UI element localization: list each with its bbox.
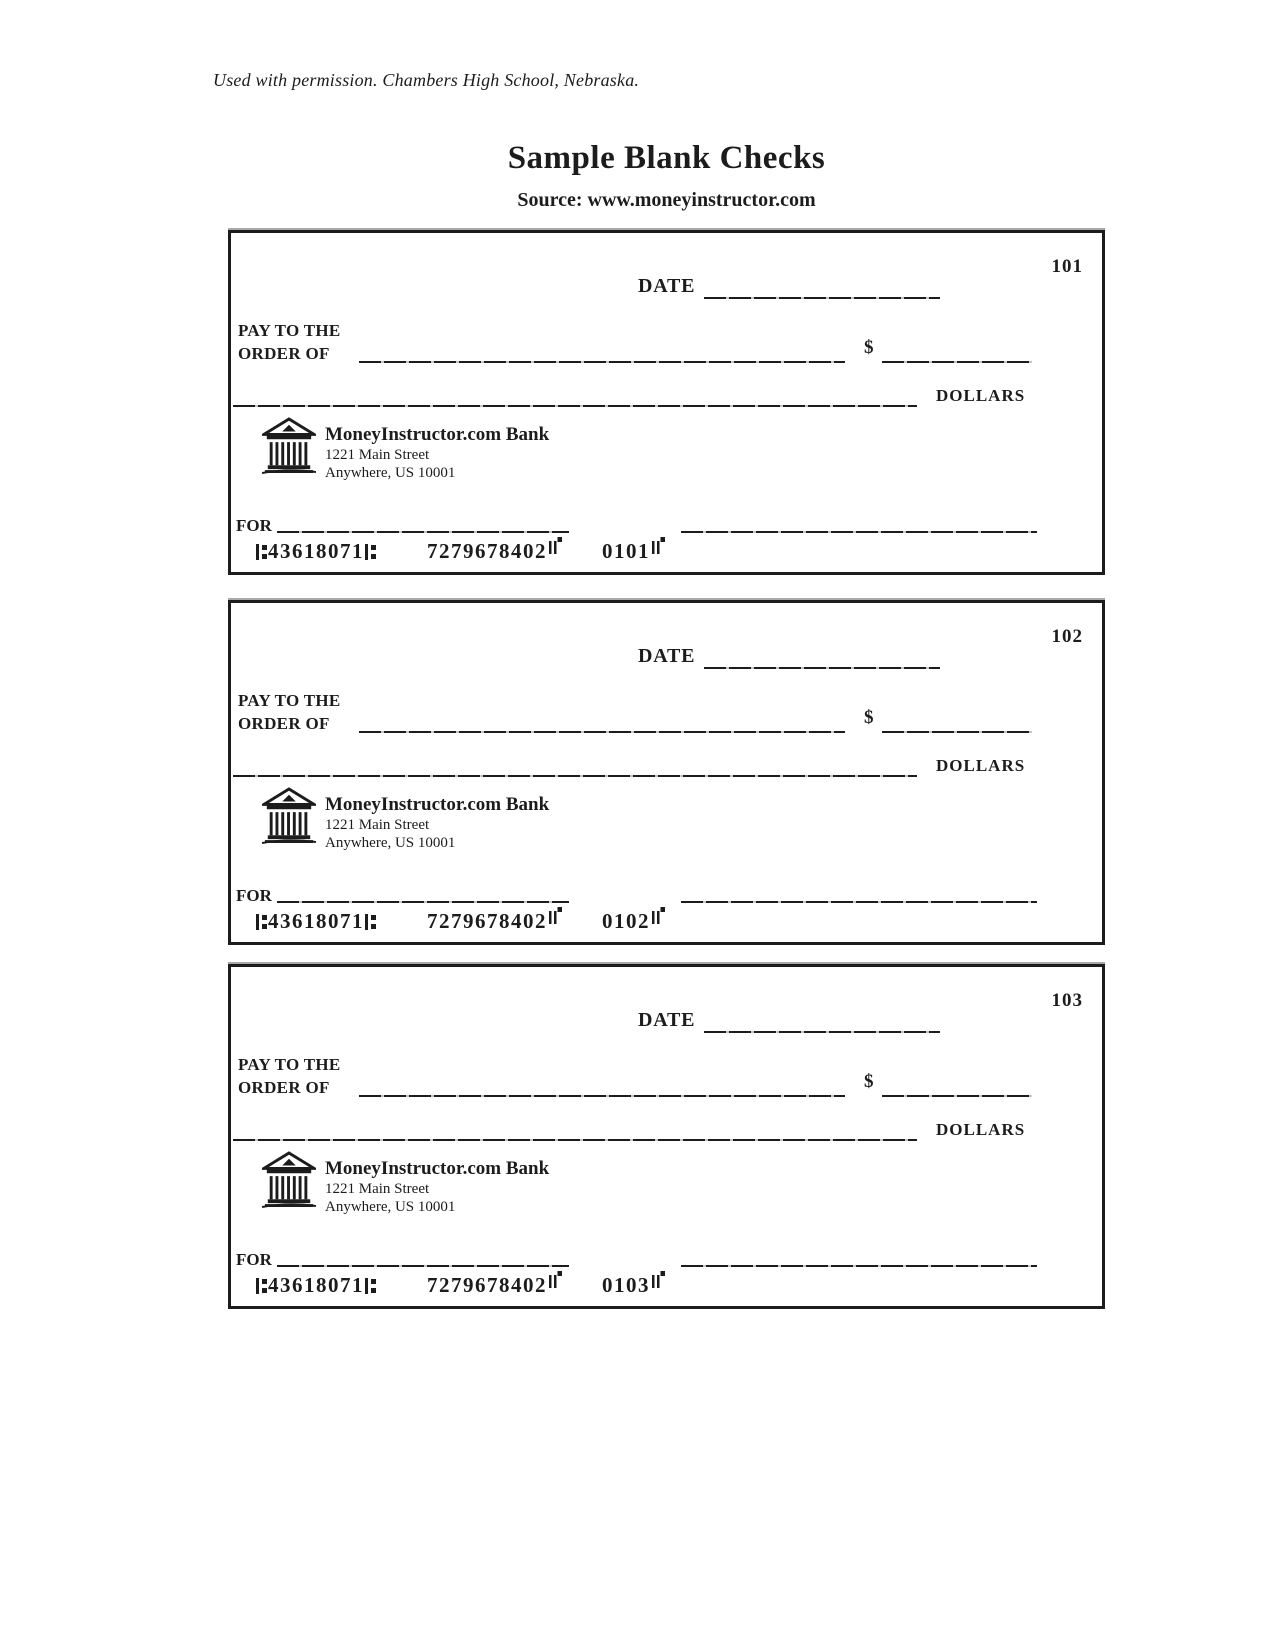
order-of-label: ORDER OF xyxy=(238,714,330,733)
memo-line xyxy=(277,881,569,903)
signature-line xyxy=(681,1245,1037,1267)
check-number: 103 xyxy=(1051,990,1083,1011)
payee-line xyxy=(359,711,845,733)
permission-note: Used with permission. Chambers High School, Nebraska. xyxy=(213,70,640,90)
micr-routing-number: 43618071 xyxy=(268,539,364,563)
bank-address-line2: Anywhere, US 10001 xyxy=(325,464,456,481)
micr-routing-number: 43618071 xyxy=(268,1273,364,1297)
amount-words-line xyxy=(233,1119,917,1141)
payee-line xyxy=(359,1075,845,1097)
dollar-sign: $ xyxy=(864,707,874,728)
micr-transit-icon xyxy=(255,1276,268,1296)
date-line xyxy=(704,277,940,299)
micr-line xyxy=(255,1273,665,1298)
check-102 xyxy=(228,600,1105,945)
order-of-label: ORDER OF xyxy=(238,1078,330,1097)
dollar-sign: $ xyxy=(864,337,874,358)
bank-address-line2: Anywhere, US 10001 xyxy=(325,834,456,851)
micr-account-number: 7279678402 xyxy=(427,539,547,563)
amount-line xyxy=(882,711,1032,733)
source-line: Source: www.moneyinstructor.com xyxy=(517,189,816,211)
micr-line xyxy=(255,909,665,934)
micr-transit-icon xyxy=(364,542,377,562)
date-line xyxy=(704,647,940,669)
micr-routing-number: 43618071 xyxy=(268,909,364,933)
micr-account-number: 7279678402 xyxy=(427,909,547,933)
micr-account-number: 7279678402 xyxy=(427,1273,547,1297)
micr-on-us-icon xyxy=(549,1271,562,1288)
micr-on-us-icon xyxy=(652,907,665,924)
date-label: DATE xyxy=(638,645,696,667)
bank-building-icon xyxy=(262,787,316,845)
signature-line xyxy=(681,881,1037,903)
pay-to-the-label: PAY TO THE xyxy=(238,321,341,340)
bank-address-line1: 1221 Main Street xyxy=(325,446,430,463)
order-of-label: ORDER OF xyxy=(238,344,330,363)
date-line xyxy=(704,1011,940,1033)
amount-words-line xyxy=(233,385,917,407)
check-103 xyxy=(228,964,1105,1309)
signature-line xyxy=(681,511,1037,533)
micr-transit-icon xyxy=(364,1276,377,1296)
bank-building-icon xyxy=(262,417,316,475)
date-label: DATE xyxy=(638,275,696,297)
dollar-sign: $ xyxy=(864,1071,874,1092)
amount-line xyxy=(882,341,1032,363)
dollars-label: DOLLARS xyxy=(936,386,1026,405)
check-number: 101 xyxy=(1051,256,1083,277)
amount-line xyxy=(882,1075,1032,1097)
bank-text xyxy=(325,417,549,482)
bank-building-icon xyxy=(262,1151,316,1209)
bank-block xyxy=(262,1151,549,1216)
page-title: Sample Blank Checks xyxy=(507,140,826,176)
bank-address-line1: 1221 Main Street xyxy=(325,1180,430,1197)
pay-to-the-label: PAY TO THE xyxy=(238,691,341,710)
amount-words-line xyxy=(233,755,917,777)
memo-line xyxy=(277,511,569,533)
bank-name: MoneyInstructor.com Bank xyxy=(325,1158,550,1179)
pay-to-the-label: PAY TO THE xyxy=(238,1055,341,1074)
dollars-label: DOLLARS xyxy=(936,1120,1026,1139)
check-101 xyxy=(228,230,1105,575)
bank-text xyxy=(325,787,549,852)
micr-on-us-icon xyxy=(549,907,562,924)
bank-text xyxy=(325,1151,549,1216)
micr-transit-icon xyxy=(255,912,268,932)
bank-address-line2: Anywhere, US 10001 xyxy=(325,1198,456,1215)
memo-label: FOR xyxy=(236,886,272,905)
micr-check-number: 0101 xyxy=(602,539,650,563)
bank-name: MoneyInstructor.com Bank xyxy=(325,794,550,815)
micr-transit-icon xyxy=(364,912,377,932)
dollars-label: DOLLARS xyxy=(936,756,1026,775)
micr-check-number: 0102 xyxy=(602,909,650,933)
micr-line xyxy=(255,539,665,564)
micr-transit-icon xyxy=(255,542,268,562)
memo-label: FOR xyxy=(236,1250,272,1269)
micr-on-us-icon xyxy=(652,537,665,554)
bank-block xyxy=(262,787,549,852)
bank-address-line1: 1221 Main Street xyxy=(325,816,430,833)
check-number: 102 xyxy=(1051,626,1083,647)
bank-block xyxy=(262,417,549,482)
memo-label: FOR xyxy=(236,516,272,535)
micr-check-number: 0103 xyxy=(602,1273,650,1297)
date-label: DATE xyxy=(638,1009,696,1031)
memo-line xyxy=(277,1245,569,1267)
micr-on-us-icon xyxy=(549,537,562,554)
micr-on-us-icon xyxy=(652,1271,665,1288)
bank-name: MoneyInstructor.com Bank xyxy=(325,424,550,445)
payee-line xyxy=(359,341,845,363)
